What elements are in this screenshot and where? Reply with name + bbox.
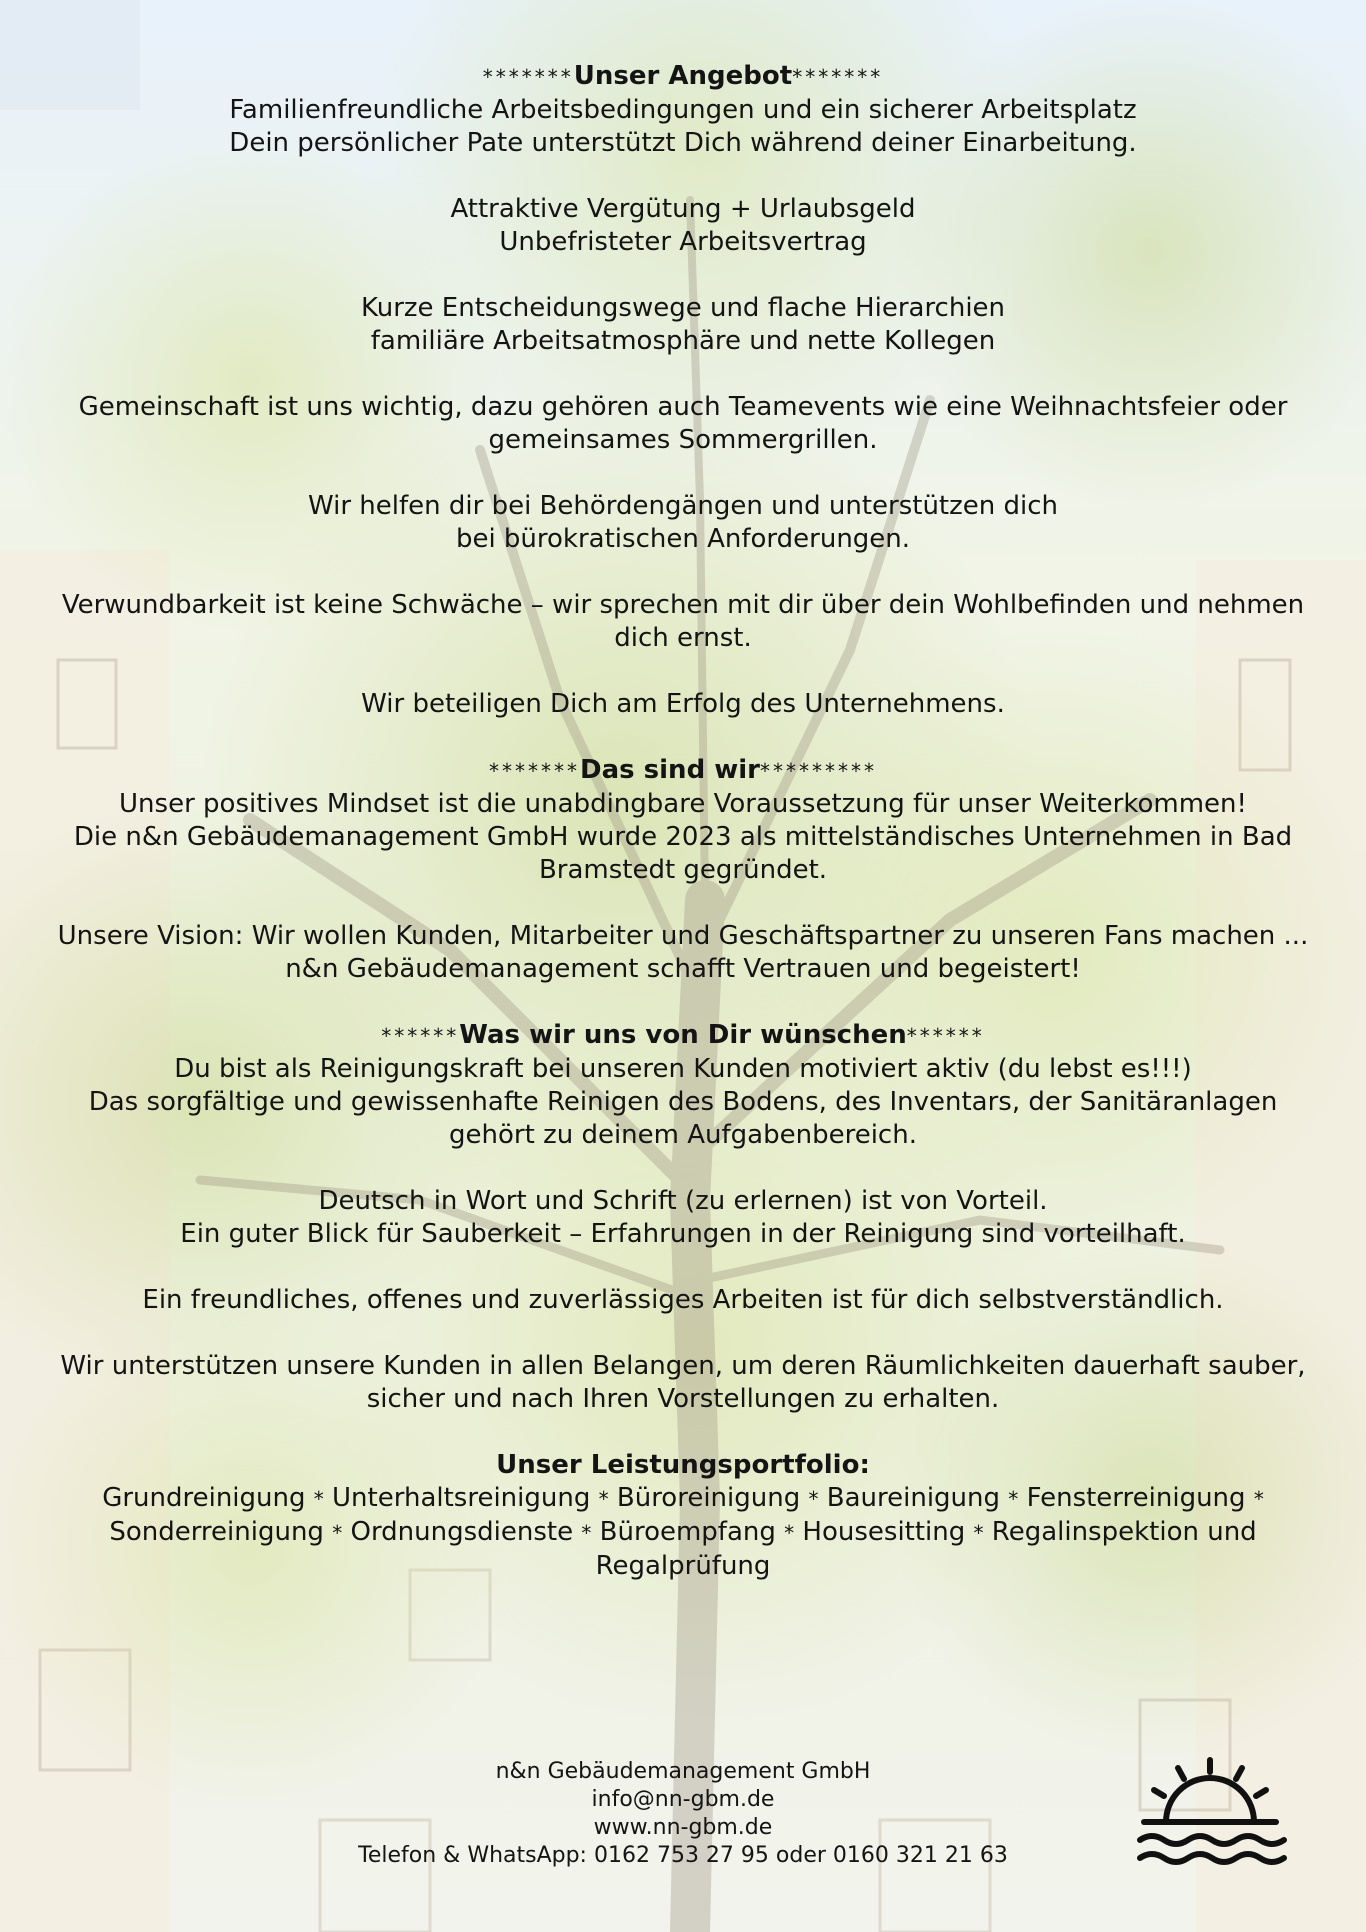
text-line: Wir helfen dir bei Behördengängen und unterstützen dich <box>307 491 1059 521</box>
stars-decoration: ********* <box>759 759 877 783</box>
company-name: n&n Gebäudemanagement GmbH <box>495 1759 871 1784</box>
text-line: Dein persönlicher Pate unterstützt Dich während deiner Einarbeitung. <box>229 128 1137 158</box>
separator-star: * <box>598 1487 609 1511</box>
portfolio-heading: Unser Leistungsportfolio: <box>496 1450 870 1480</box>
separator-star: * <box>313 1487 324 1511</box>
website-link[interactable]: www.nn-gbm.de <box>593 1815 773 1840</box>
about-block <box>40 920 1326 986</box>
text-line: sicher und nach Ihren Vorstellungen zu erhalten. <box>366 1384 1000 1414</box>
sunset-over-water-logo-icon <box>1130 1752 1290 1872</box>
portfolio-item: Sonderreinigung <box>109 1517 324 1547</box>
text-line: Kurze Entscheidungswege und flache Hierarchien <box>360 293 1006 323</box>
wishes-block <box>40 1185 1326 1251</box>
stars-decoration: ******* <box>792 65 884 89</box>
portfolio-item: Regalinspektion und Regalprüfung <box>595 1517 1257 1581</box>
portfolio-item: Fensterreinigung <box>1026 1483 1246 1513</box>
portfolio-item: Housesitting <box>802 1517 966 1547</box>
text-line: gemeinsames Sommergrillen. <box>488 425 878 455</box>
heading-text: Was wir uns von Dir wünschen <box>459 1020 907 1050</box>
section-heading-wishes <box>40 1019 1326 1053</box>
text-line: familiäre Arbeitsatmosphäre und nette Kollegen <box>370 326 996 356</box>
offer-block <box>40 688 1326 721</box>
text-line: Unser positives Mindset ist die unabdingbare Voraussetzung für unser Weiterkommen! <box>119 789 1247 819</box>
portfolio-line <box>40 1516 1326 1583</box>
separator-star: * <box>784 1521 795 1545</box>
text-line: Wir beteiligen Dich am Erfolg des Unternehmens. <box>361 689 1005 719</box>
portfolio-item: Grundreinigung <box>102 1483 306 1513</box>
separator-star: * <box>973 1521 984 1545</box>
wishes-block <box>40 1053 1326 1152</box>
stars-decoration: ******* <box>482 65 574 89</box>
text-line: Unsere Vision: Wir wollen Kunden, Mitarbeiter und Geschäftspartner zu unseren Fans machen ... <box>57 921 1309 951</box>
portfolio-item: Baureinigung <box>826 1483 1001 1513</box>
portfolio-item: Büroempfang <box>599 1517 776 1547</box>
text-line: dich ernst. <box>614 623 752 653</box>
stars-decoration: ****** <box>906 1024 985 1048</box>
text-line: Familienfreundliche Arbeitsbedingungen und ein sicherer Arbeitsplatz <box>229 95 1137 125</box>
text-line: Du bist als Reinigungskraft bei unseren Kunden motiviert aktiv (du lebst es!!!) <box>174 1054 1192 1084</box>
offer-block <box>40 589 1326 655</box>
text-line: Unbefristeter Arbeitsvertrag <box>499 227 867 257</box>
offer-block <box>40 193 1326 259</box>
heading-text: Unser Angebot <box>573 61 793 91</box>
phone-number: Telefon & WhatsApp: 0162 753 27 95 oder 0160 321 21 63 <box>358 1843 1008 1868</box>
text-line: Verwundbarkeit ist keine Schwäche – wir sprechen mit dir über dein Wohlbefinden und nehmen <box>61 590 1305 620</box>
text-line: Attraktive Vergütung + Urlaubsgeld <box>450 194 916 224</box>
portfolio-item: Unterhaltsreinigung <box>332 1483 591 1513</box>
text-line: Die n&n Gebäudemanagement GmbH wurde 2023 als mittelständisches Unternehmen in Bad <box>73 822 1293 852</box>
portfolio-item: Büroreinigung <box>616 1483 801 1513</box>
separator-star: * <box>808 1487 819 1511</box>
contact-footer <box>300 1758 1066 1870</box>
portfolio-list <box>40 1482 1326 1583</box>
portfolio-item: Ordnungsdienste <box>350 1517 574 1547</box>
wishes-block <box>40 1350 1326 1416</box>
text-line: Deutsch in Wort und Schrift (zu erlernen) ist von Vorteil. <box>318 1186 1048 1216</box>
section-heading-about <box>40 754 1326 788</box>
text-line: Ein guter Blick für Sauberkeit – Erfahrungen in der Reinigung sind vorteilhaft. <box>180 1219 1186 1249</box>
text-line: Das sorgfältige und gewissenhafte Reinigen des Bodens, des Inventars, der Sanitäranlagen <box>88 1087 1278 1117</box>
stars-decoration: ******* <box>489 759 581 783</box>
offer-block <box>40 94 1326 160</box>
offer-block <box>40 490 1326 556</box>
heading-text: Das sind wir <box>580 755 760 785</box>
separator-star: * <box>1008 1487 1019 1511</box>
separator-star: * <box>332 1521 343 1545</box>
text-line: gehört zu deinem Aufgabenbereich. <box>449 1120 917 1150</box>
offer-block <box>40 292 1326 358</box>
separator-star: * <box>581 1521 592 1545</box>
text-line: n&n Gebäudemanagement schafft Vertrauen und begeistert! <box>285 954 1081 984</box>
text-line: Bramstedt gegründet. <box>538 855 828 885</box>
portfolio-line <box>40 1482 1326 1516</box>
email-link[interactable]: info@nn-gbm.de <box>591 1787 775 1812</box>
about-block <box>40 788 1326 887</box>
separator-star: * <box>1253 1487 1264 1511</box>
text-line: bei bürokratischen Anforderungen. <box>455 524 911 554</box>
section-heading-offer <box>40 60 1326 94</box>
wishes-block <box>40 1284 1326 1317</box>
text-line: Gemeinschaft ist uns wichtig, dazu gehören auch Teamevents wie eine Weihnachtsfeier oder <box>78 392 1288 422</box>
offer-block <box>40 391 1326 457</box>
flyer-content <box>40 60 1326 1583</box>
text-line: Ein freundliches, offenes und zuverlässiges Arbeiten ist für dich selbstverständlich. <box>142 1285 1224 1315</box>
stars-decoration: ****** <box>381 1024 460 1048</box>
text-line: Wir unterstützen unsere Kunden in allen Belangen, um deren Räumlichkeiten dauerhaft sauber, <box>60 1351 1306 1381</box>
